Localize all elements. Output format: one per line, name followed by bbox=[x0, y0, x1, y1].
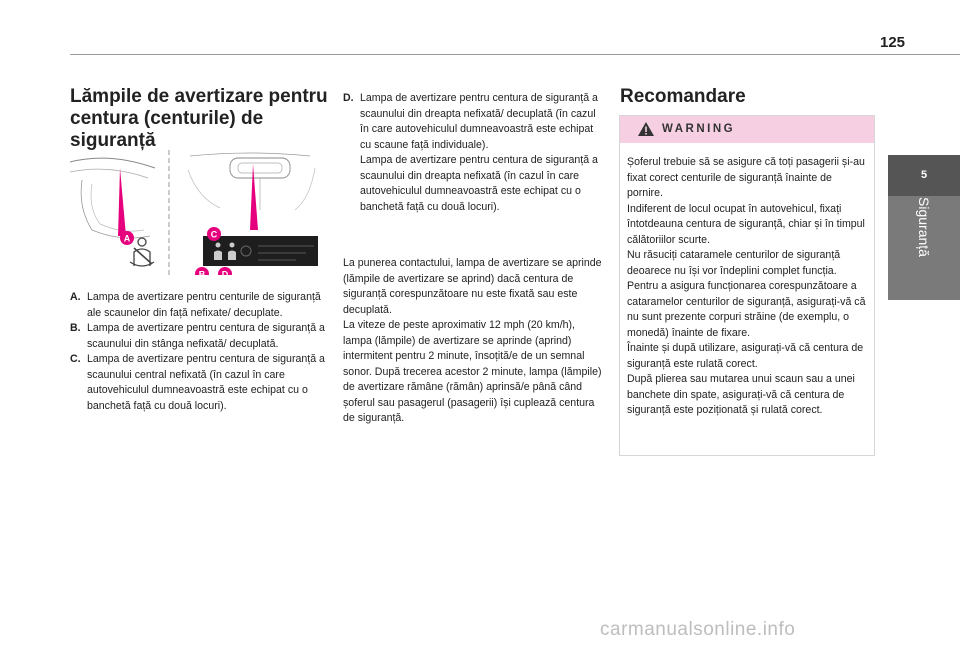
list-item bbox=[70, 352, 325, 414]
list-item bbox=[343, 91, 603, 215]
item-text: Lampa de avertizare pentru centurile de siguranță ale scaunelor din față nefixate/ decuplate. bbox=[87, 291, 321, 319]
list-item bbox=[70, 321, 325, 352]
marker-d bbox=[218, 267, 232, 275]
marker-a-label: A bbox=[123, 233, 131, 244]
warning-lamp-list-continued bbox=[343, 91, 603, 215]
dashboard-illustration bbox=[70, 150, 325, 275]
chapter-label: Siguranță bbox=[916, 197, 932, 257]
marker-d-label: D bbox=[221, 269, 229, 275]
warning-box bbox=[619, 115, 875, 456]
section-heading: Lămpile de avertizare pentru centura (centurile) de siguranță bbox=[70, 86, 328, 151]
marker-a bbox=[120, 231, 134, 245]
recommendation-heading: Recomandare bbox=[620, 86, 746, 107]
item-letter: B. bbox=[70, 322, 81, 334]
item-letter: D. bbox=[343, 92, 354, 104]
item-letter: C. bbox=[70, 353, 81, 365]
marker-c bbox=[207, 227, 221, 241]
chapter-number: 5 bbox=[888, 155, 960, 196]
warning-title: WARNING bbox=[662, 123, 736, 135]
seatbelt-warning-figure bbox=[70, 150, 325, 275]
warning-header bbox=[620, 116, 874, 143]
seatbelt-icon bbox=[130, 238, 154, 266]
header-rule bbox=[70, 54, 960, 55]
marker-c-label: C bbox=[210, 229, 218, 240]
marker-b-label: B bbox=[198, 269, 206, 275]
item-letter: A. bbox=[70, 291, 81, 303]
warning-text: Șoferul trebuie să se asigure că toți pasagerii și-au fixat corect centurile de siguranță înainte de pornire. Indiferent de locul ocupat în autovehicul, fixați întotdeauna centura de siguranță, chiar și în timpul călătoriilor scurte. Nu răsuciți cataramele centurilor de siguranță deoarece nu își vor îndeplini complet funcția. Pentru a asigura funcționarea corespunzătoare a cataramelor centurilor de siguranță, asigurați-vă că nu sunt prezente corpuri străine (de exemplu, o monedă) înainte de fixare. Înainte și după utilizare, asigurați-vă că centura de siguranță este rulată corect. După plierea sau mutarea unui scaun sau a unei banchete din spate, asigurați-vă că centura de siguranță este poziționată și rulată corect. bbox=[627, 156, 866, 416]
item-text: Lampa de avertizare pentru centura de siguranță a scaunului central nefixată (în cazul în care autovehiculul dumneavoastră este echipat cu o banchetă față cu două locuri). bbox=[87, 353, 325, 412]
body-paragraph: La punerea contactului, lampa de avertizare se aprinde (lămpile de avertizare se aprind) dacă centura de siguranță corespunzătoare nu este fixată sau este decuplată. La viteze de peste aproximativ 12 mph (20 km/h), lampa (lămpile) de avertizare se aprinde (aprind) intermitent pentru 2 minute, însoțită/e de un semnal sonor. După trecerea acestor 2 minute, lampa (lămpile) de avertizare rămâne (rămân) aprinsă/e până când șoferul sau pasagerul (pasagerii) își cuplează centura de siguranță. bbox=[343, 257, 602, 424]
warning-triangle-icon bbox=[637, 121, 655, 137]
list-item bbox=[70, 290, 325, 321]
watermark: carmanualsonline.info bbox=[600, 619, 796, 640]
item-text: Lampa de avertizare pentru centura de siguranță a scaunului din dreapta nefixată/ decuplată (în cazul în care autovehiculul dumneavoastră este echipat cu scaune față individuale). Lampa de avertizare pentru centura de siguranță a scaunului din dreapta nefixată (în cazul în care autovehiculul dumneavoastră este echipat cu o banchetă față cu două locuri). bbox=[360, 92, 598, 213]
chapter-tab[interactable] bbox=[888, 155, 960, 300]
warning-lamp-list bbox=[70, 290, 325, 414]
page-number: 125 bbox=[880, 34, 906, 51]
item-text: Lampa de avertizare pentru centura de siguranță a scaunului din stânga nefixată/ decuplată. bbox=[87, 322, 325, 350]
marker-b bbox=[195, 267, 209, 275]
